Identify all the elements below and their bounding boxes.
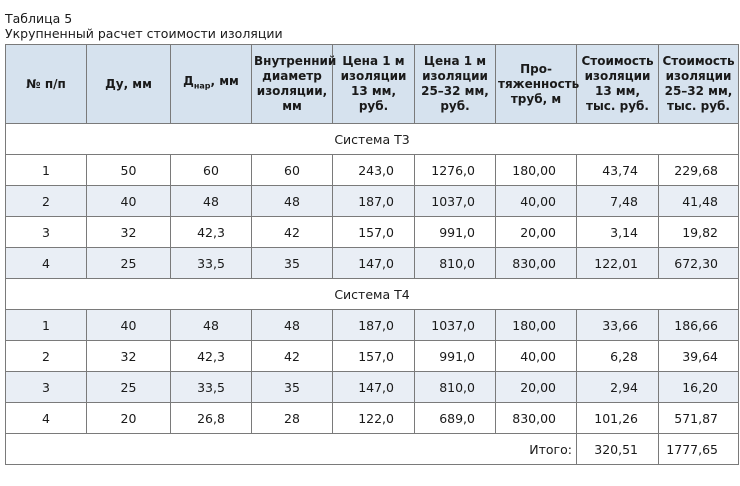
table-row: [6, 186, 739, 217]
header-cost-25-32: Стоимость изоляции 25–32 мм, тыс. руб.: [659, 45, 739, 124]
cell-dnar: 48: [171, 186, 252, 217]
cell-cost13: 2,94: [577, 372, 659, 403]
table-row: [6, 155, 739, 186]
header-row: [6, 45, 739, 124]
cell-length: 830,00: [496, 248, 577, 279]
cell-num: 4: [6, 403, 87, 434]
cell-cost13: 122,01: [577, 248, 659, 279]
cell-cost13: 7,48: [577, 186, 659, 217]
cell-cost13: 33,66: [577, 310, 659, 341]
cell-price13: 122,0: [333, 403, 415, 434]
cell-cost2532: 571,87: [659, 403, 739, 434]
cell-num: 2: [6, 341, 87, 372]
total-row: [6, 434, 739, 465]
header-num: № п/п: [6, 45, 87, 124]
cell-num: 2: [6, 186, 87, 217]
cell-cost13: 101,26: [577, 403, 659, 434]
cell-inner: 35: [252, 248, 333, 279]
cell-num: 3: [6, 217, 87, 248]
total-cost-13: 320,51: [577, 434, 659, 465]
cell-price2532: 810,0: [415, 372, 496, 403]
cell-du: 40: [87, 310, 171, 341]
cell-price2532: 1037,0: [415, 186, 496, 217]
cell-du: 20: [87, 403, 171, 434]
table-row: [6, 248, 739, 279]
cell-dnar: 26,8: [171, 403, 252, 434]
cell-inner: 42: [252, 341, 333, 372]
table-row: [6, 217, 739, 248]
section-row: [6, 124, 739, 155]
cell-length: 180,00: [496, 155, 577, 186]
insulation-cost-table: [5, 44, 739, 465]
cell-num: 1: [6, 155, 87, 186]
cell-dnar: 48: [171, 310, 252, 341]
cell-du: 32: [87, 341, 171, 372]
cell-cost2532: 41,48: [659, 186, 739, 217]
table-title: Укрупненный расчет стоимости изоляции: [5, 26, 283, 41]
cell-inner: 60: [252, 155, 333, 186]
cell-inner: 48: [252, 310, 333, 341]
header-dnar: $Д_{нар}$, мм: [171, 45, 252, 124]
cell-price2532: 991,0: [415, 217, 496, 248]
cell-length: 20,00: [496, 217, 577, 248]
cell-du: 32: [87, 217, 171, 248]
cell-dnar: 33,5: [171, 372, 252, 403]
header-inner-diameter: Внутренний диаметр изоляции, мм: [252, 45, 333, 124]
cell-cost13: 6,28: [577, 341, 659, 372]
cell-cost13: 43,74: [577, 155, 659, 186]
cell-cost2532: 39,64: [659, 341, 739, 372]
cell-price2532: 1037,0: [415, 310, 496, 341]
cell-du: 50: [87, 155, 171, 186]
header-length: Про- тяженность труб, м: [496, 45, 577, 124]
cell-num: 4: [6, 248, 87, 279]
cell-price13: 157,0: [333, 217, 415, 248]
cell-cost2532: 19,82: [659, 217, 739, 248]
section-title: Система Т3: [6, 124, 739, 155]
cell-num: 1: [6, 310, 87, 341]
cell-cost2532: 672,30: [659, 248, 739, 279]
total-label: Итого:: [6, 434, 577, 465]
section-row: [6, 279, 739, 310]
cell-du: 25: [87, 372, 171, 403]
cell-dnar: 60: [171, 155, 252, 186]
header-price-25-32: Цена 1 м изоляции 25–32 мм, руб.: [415, 45, 496, 124]
cell-price13: 147,0: [333, 372, 415, 403]
table-caption: [5, 11, 283, 41]
cell-length: 830,00: [496, 403, 577, 434]
table-row: [6, 403, 739, 434]
cell-price2532: 810,0: [415, 248, 496, 279]
cell-price2532: 1276,0: [415, 155, 496, 186]
cell-length: 40,00: [496, 341, 577, 372]
total-cost-25-32: 1777,65: [659, 434, 739, 465]
cell-cost13: 3,14: [577, 217, 659, 248]
cell-inner: 48: [252, 186, 333, 217]
header-cost-13: Стоимость изоляции 13 мм, тыс. руб.: [577, 45, 659, 124]
cell-cost2532: 186,66: [659, 310, 739, 341]
table-row: [6, 341, 739, 372]
cell-length: 40,00: [496, 186, 577, 217]
cell-price13: 187,0: [333, 186, 415, 217]
cell-dnar: 42,3: [171, 341, 252, 372]
cell-price13: 243,0: [333, 155, 415, 186]
cell-inner: 35: [252, 372, 333, 403]
cell-inner: 42: [252, 217, 333, 248]
cell-cost2532: 16,20: [659, 372, 739, 403]
cell-inner: 28: [252, 403, 333, 434]
cell-dnar: 42,3: [171, 217, 252, 248]
cell-dnar: 33,5: [171, 248, 252, 279]
cell-cost2532: 229,68: [659, 155, 739, 186]
header-price-13: Цена 1 м изоляции 13 мм, руб.: [333, 45, 415, 124]
table-row: [6, 372, 739, 403]
cell-price13: 187,0: [333, 310, 415, 341]
table-number: Таблица 5: [5, 11, 73, 26]
cell-length: 180,00: [496, 310, 577, 341]
section-title: Система Т4: [6, 279, 739, 310]
cell-price2532: 991,0: [415, 341, 496, 372]
cell-num: 3: [6, 372, 87, 403]
cell-du: 40: [87, 186, 171, 217]
table-row: [6, 310, 739, 341]
cell-du: 25: [87, 248, 171, 279]
cell-price13: 147,0: [333, 248, 415, 279]
cell-length: 20,00: [496, 372, 577, 403]
header-du: Ду, мм: [87, 45, 171, 124]
cell-price13: 157,0: [333, 341, 415, 372]
cell-price2532: 689,0: [415, 403, 496, 434]
